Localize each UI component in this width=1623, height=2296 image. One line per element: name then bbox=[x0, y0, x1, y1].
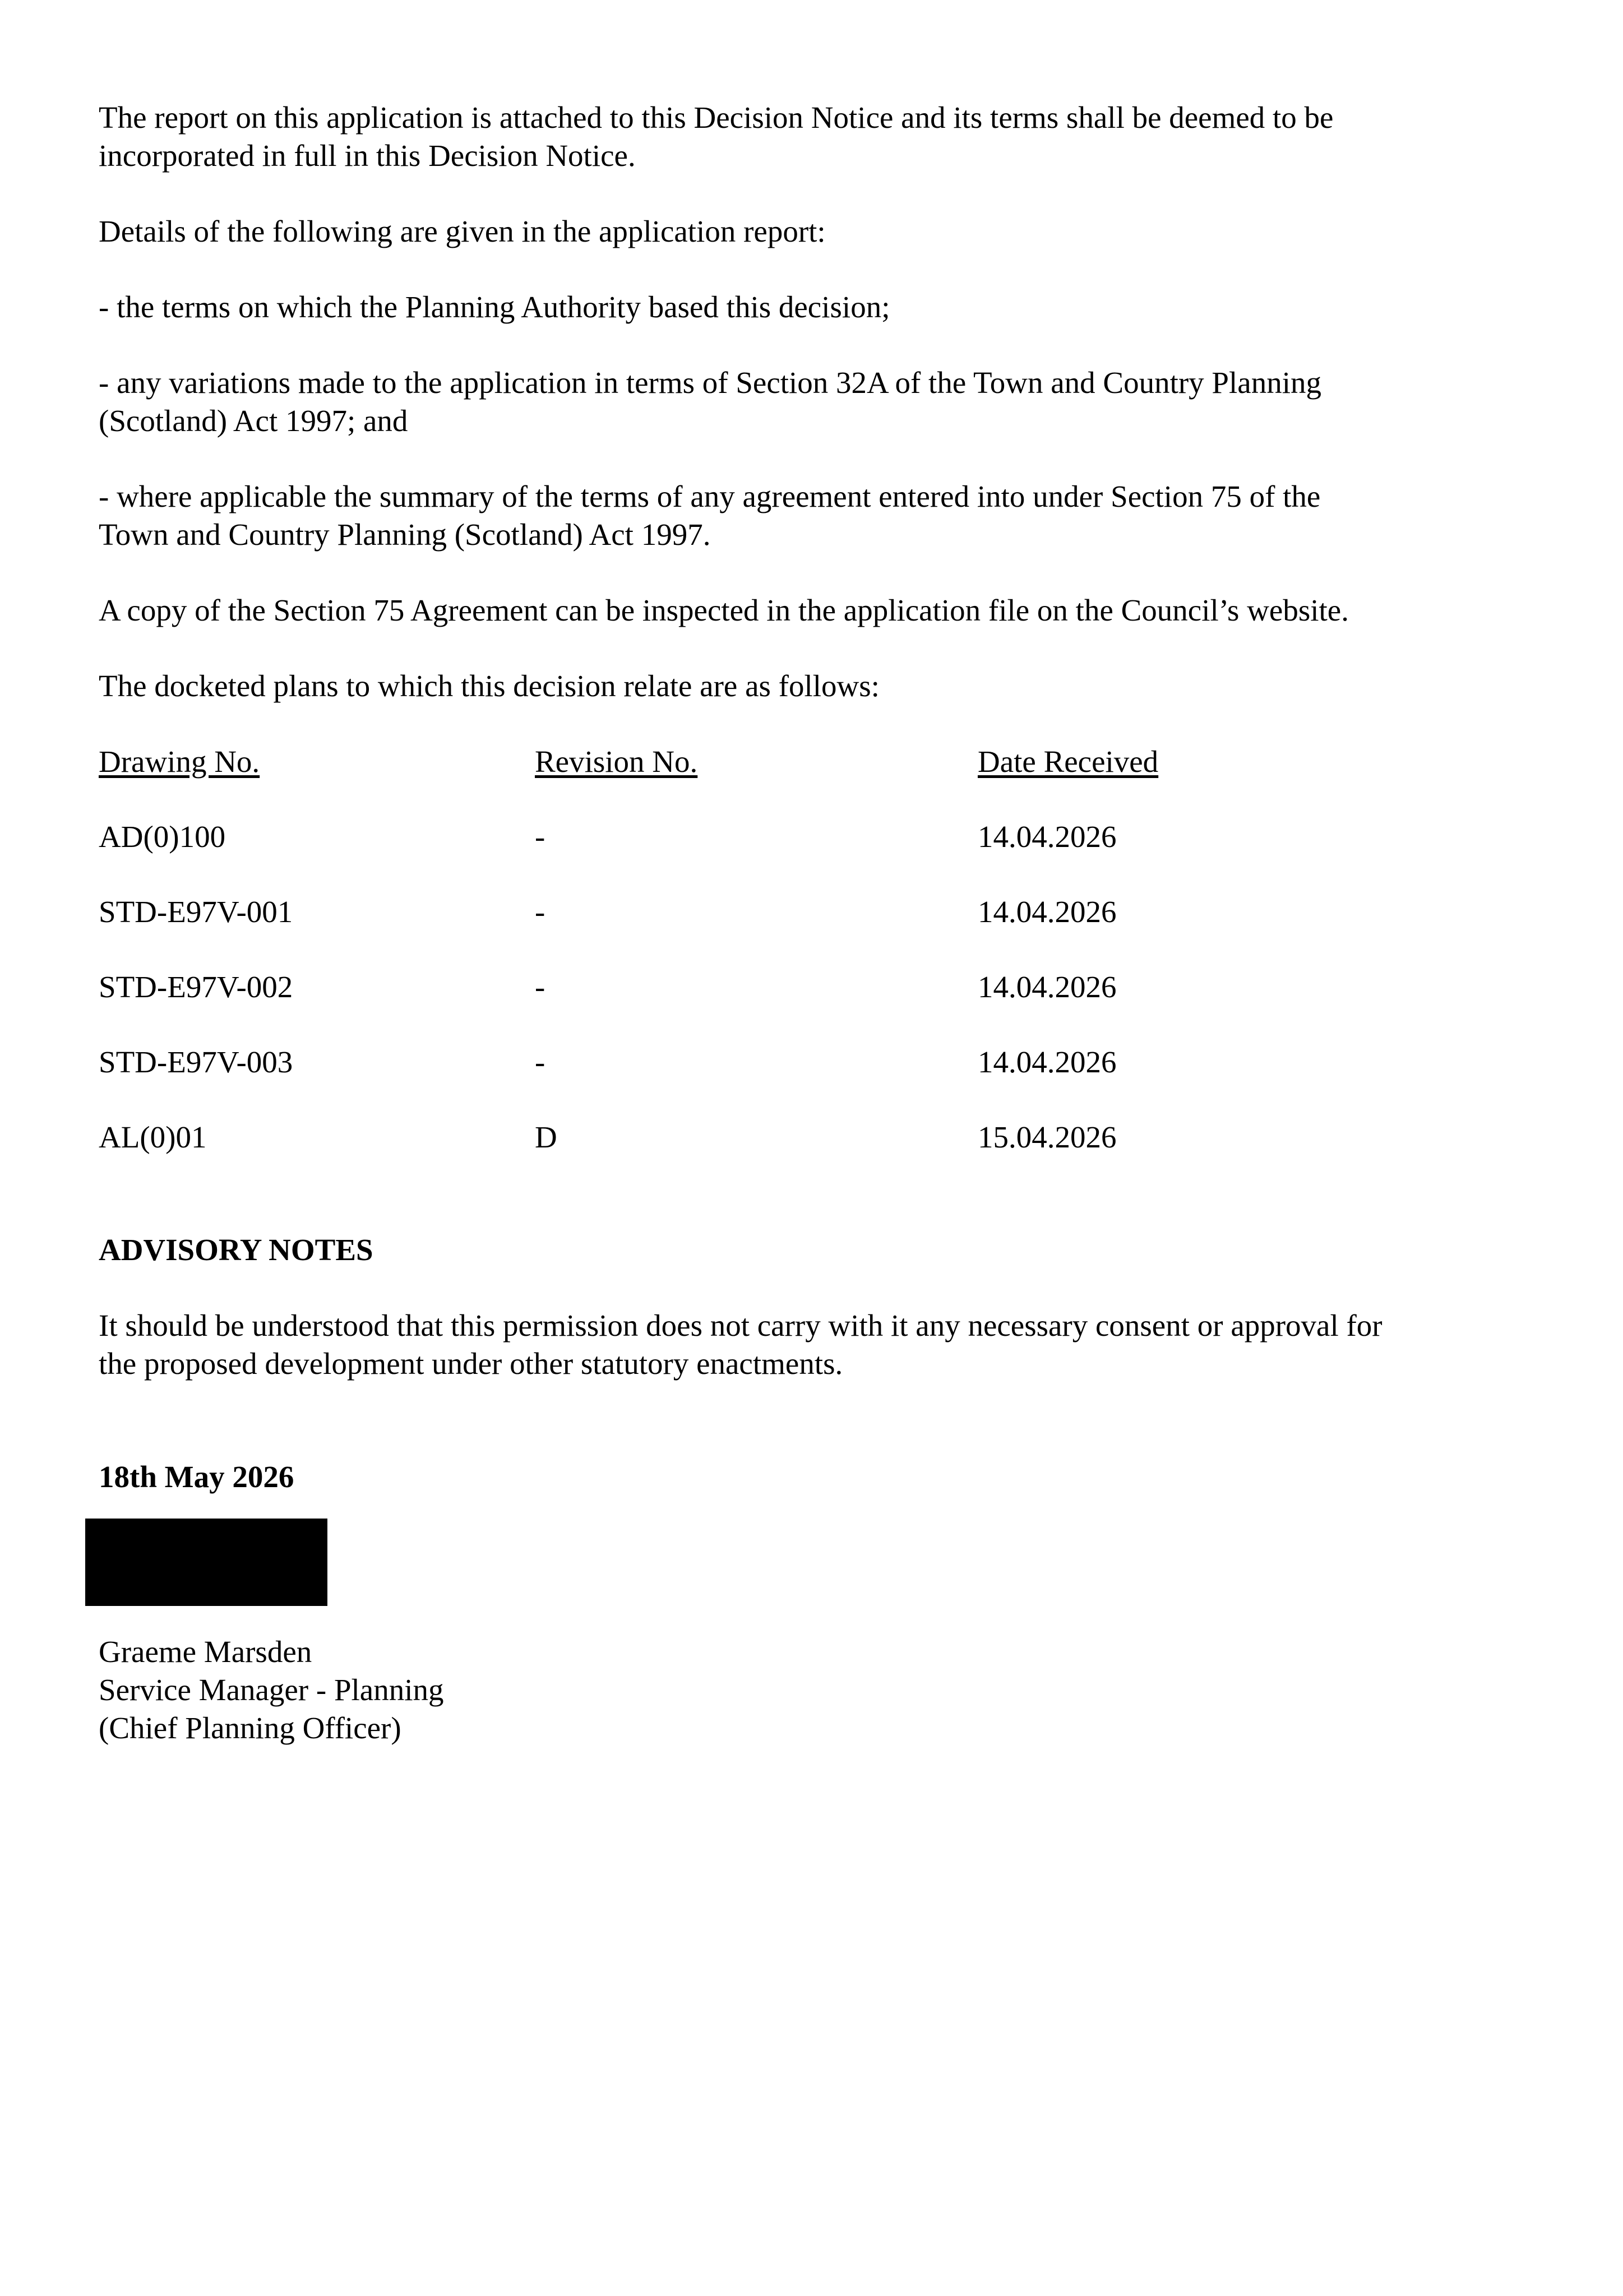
drawing-no-cell: AL(0)01 bbox=[99, 1120, 207, 1154]
redacted-signature bbox=[85, 1519, 327, 1606]
revision-no-cell: - bbox=[535, 895, 545, 929]
section-75-copy-paragraph: A copy of the Section 75 Agreement can be inspected in the application file on the Council’s website. bbox=[99, 593, 1349, 627]
advisory-notes-heading: ADVISORY NOTES bbox=[99, 1233, 373, 1267]
date-received-cell: 14.04.2026 bbox=[978, 1045, 1117, 1079]
terms-list-item: - the terms on which the Planning Authority based this decision; bbox=[99, 290, 890, 324]
revision-no-cell: - bbox=[535, 1045, 545, 1079]
decision-notice-page bbox=[99, 99, 1388, 1747]
drawing-no-cell: STD-E97V-002 bbox=[99, 970, 293, 1004]
table-row bbox=[99, 1118, 1388, 1156]
report-attached-paragraph: The report on this application is attached to this Decision Notice and its terms shall be deemed to be incorporated in full in this Decision Notice. bbox=[99, 100, 1334, 173]
table-row bbox=[99, 818, 1388, 856]
drawing-no-cell: AD(0)100 bbox=[99, 820, 226, 854]
revision-no-cell: - bbox=[535, 970, 545, 1004]
table-row bbox=[99, 1043, 1388, 1081]
revision-no-cell: D bbox=[535, 1120, 557, 1154]
date-received-header: Date Received bbox=[978, 744, 1159, 779]
date-received-cell: 14.04.2026 bbox=[978, 895, 1117, 929]
docketed-plans-table bbox=[99, 743, 1388, 1156]
date-received-cell: 14.04.2026 bbox=[978, 820, 1117, 854]
section-75-list-item: - where applicable the summary of the terms of any agreement entered into under Section 75 of the Town and Country Planning (Scotland) Act 1997. bbox=[99, 479, 1321, 552]
signatory-name: Graeme Marsden bbox=[99, 1635, 312, 1669]
date-received-cell: 15.04.2026 bbox=[978, 1120, 1117, 1154]
variations-list-item: - any variations made to the application in terms of Section 32A of the Town and Country Planning (Scotland) Act 1997; and bbox=[99, 365, 1321, 438]
advisory-notes-text: It should be understood that this permission does not carry with it any necessary consent or approval for the proposed development under other statutory enactments. bbox=[99, 1308, 1382, 1381]
drawing-no-header: Drawing No. bbox=[99, 744, 260, 779]
plans-table-header bbox=[99, 743, 1388, 781]
drawing-no-cell: STD-E97V-001 bbox=[99, 895, 293, 929]
details-intro-paragraph: Details of the following are given in the application report: bbox=[99, 214, 826, 248]
signatory-title: Service Manager - Planning bbox=[99, 1673, 444, 1707]
date-received-cell: 14.04.2026 bbox=[978, 970, 1117, 1004]
revision-no-cell: - bbox=[535, 820, 545, 854]
drawing-no-cell: STD-E97V-003 bbox=[99, 1045, 293, 1079]
revision-no-header: Revision No. bbox=[535, 744, 698, 779]
table-row bbox=[99, 968, 1388, 1006]
signatory-role: (Chief Planning Officer) bbox=[99, 1711, 401, 1745]
table-row bbox=[99, 893, 1388, 931]
docketed-plans-intro: The docketed plans to which this decision relate are as follows: bbox=[99, 669, 880, 703]
decision-date: 18th May 2026 bbox=[99, 1460, 294, 1494]
signatory-block bbox=[99, 1633, 1388, 1747]
